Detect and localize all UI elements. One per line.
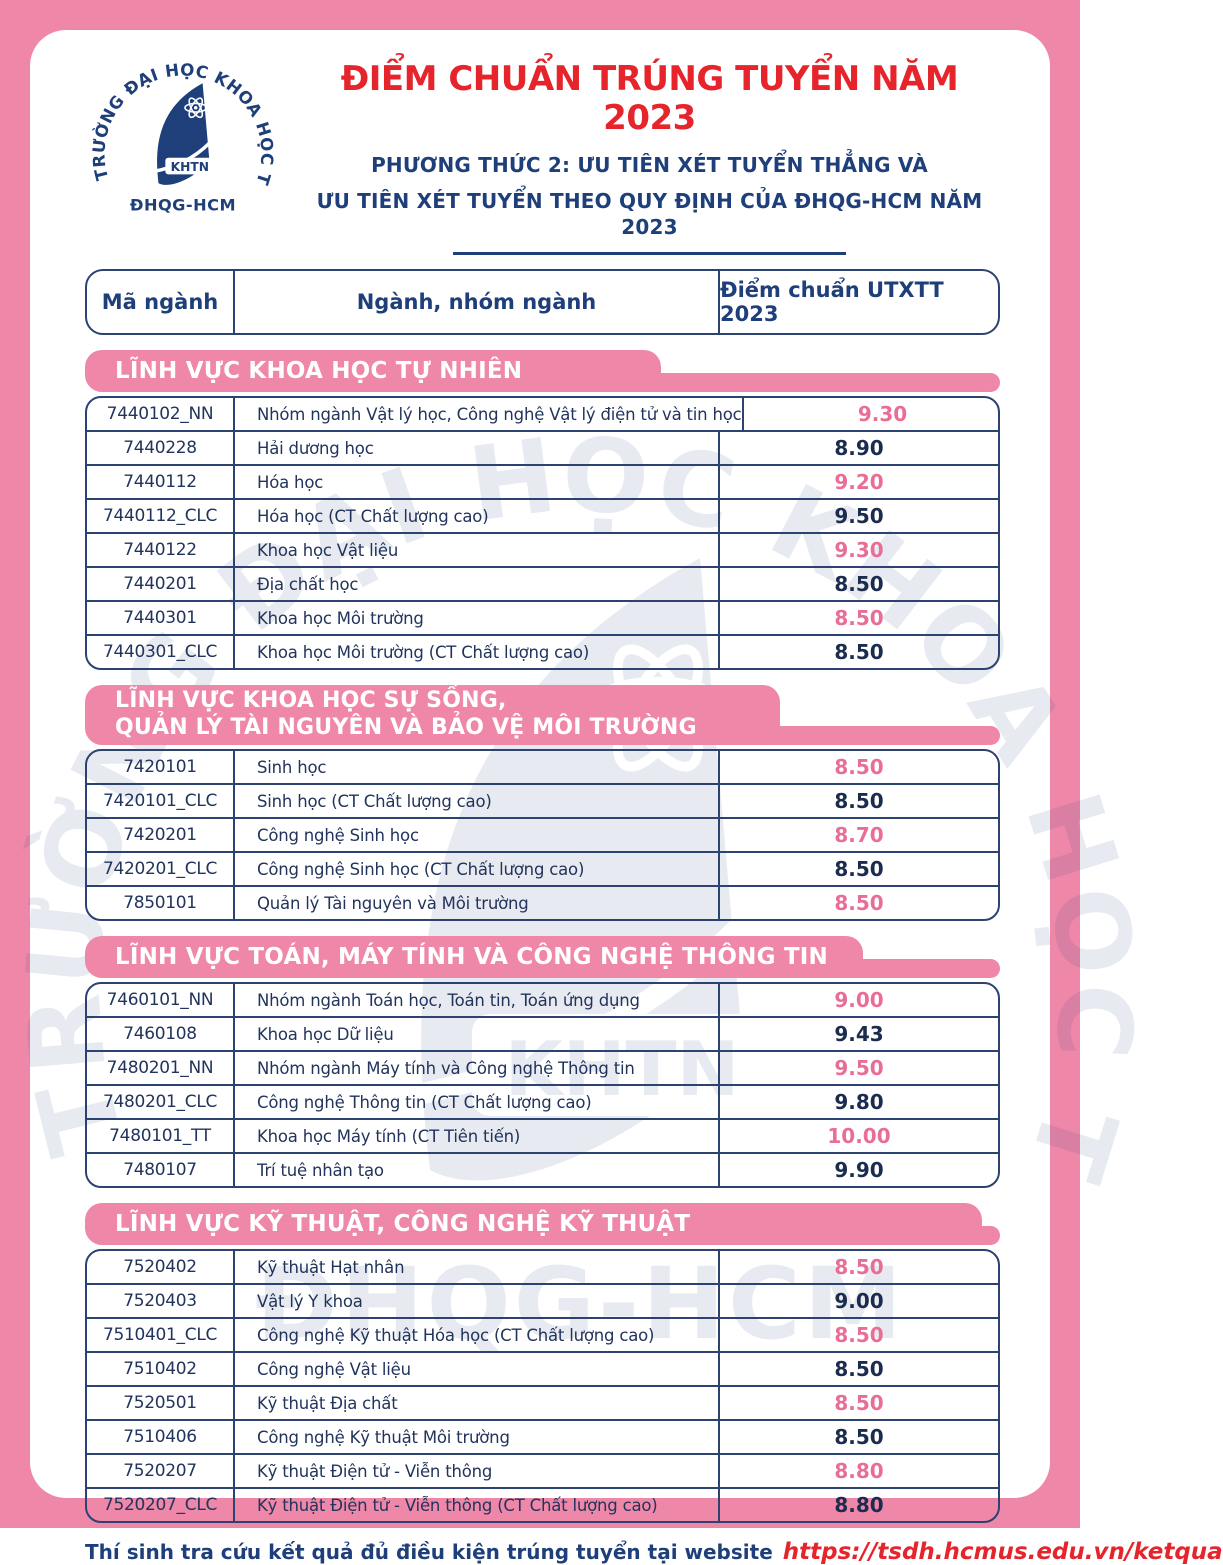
table-row <box>87 817 998 851</box>
major-name: Khoa học Dữ liệu <box>233 1018 718 1050</box>
score-value: 9.50 <box>718 500 998 532</box>
major-name: Khoa học Máy tính (CT Tiên tiến) <box>233 1120 718 1152</box>
section-banner-title <box>85 685 780 745</box>
major-code: 7520207 <box>123 1461 197 1482</box>
major-code: 7420201_CLC <box>102 859 218 880</box>
footer <box>85 1539 1223 1565</box>
major-code: 7440112 <box>123 472 197 493</box>
major-name: Sinh học (CT Chất lượng cao) <box>233 785 718 817</box>
table-row <box>87 885 998 919</box>
major-name: Kỹ thuật Điện tử - Viễn thông (CT Chất lượng cao) <box>233 1489 718 1521</box>
major-code: 7480107 <box>123 1160 197 1181</box>
table-row <box>87 398 998 430</box>
score-value: 9.30 <box>718 534 998 566</box>
university-logo <box>85 46 281 246</box>
score-value: 8.50 <box>718 1421 998 1453</box>
table-row <box>87 783 998 817</box>
major-code: 7850101 <box>123 893 197 914</box>
major-code: 7440112_CLC <box>102 506 218 527</box>
score-value: 8.50 <box>718 853 998 885</box>
section-banner-title <box>85 936 863 978</box>
section-title-line: LĨNH VỰC KỸ THUẬT, CÔNG NGHỆ KỸ THUẬT <box>115 1211 691 1238</box>
column-header-code: Mã ngành <box>101 290 219 315</box>
section-title-line: LĨNH VỰC KHOA HỌC TỰ NHIÊN <box>115 358 523 385</box>
table-row <box>87 600 998 634</box>
section-table <box>85 749 1000 921</box>
score-value: 8.80 <box>718 1455 998 1487</box>
major-name: Nhóm ngành Vật lý học, Công nghệ Vật lý điện tử và tin học <box>233 398 742 430</box>
table-row <box>87 1251 998 1283</box>
major-name: Quản lý Tài nguyên và Môi trường <box>233 887 718 919</box>
major-name: Kỹ thuật Hạt nhân <box>233 1251 718 1283</box>
score-value: 9.43 <box>718 1018 998 1050</box>
major-code: 7420101_CLC <box>102 791 218 812</box>
major-name: Hóa học <box>233 466 718 498</box>
section-banner <box>85 1203 1000 1245</box>
poster-sheet <box>30 30 1223 1565</box>
major-code: 7510401_CLC <box>102 1325 218 1346</box>
section-banner-title <box>85 350 661 392</box>
section-table <box>85 982 1000 1188</box>
score-value: 8.90 <box>718 432 998 464</box>
major-name: Công nghệ Vật liệu <box>233 1353 718 1385</box>
major-name: Nhóm ngành Toán học, Toán tin, Toán ứng dụng <box>233 984 718 1016</box>
score-value: 8.50 <box>718 602 998 634</box>
table-row <box>87 1050 998 1084</box>
table-row <box>87 1152 998 1186</box>
major-code: 7460101_NN <box>106 990 214 1011</box>
section-banner-title <box>85 1203 982 1245</box>
score-value: 8.50 <box>718 568 998 600</box>
table-row <box>87 984 998 1016</box>
table-row <box>87 1351 998 1385</box>
footer-url-link[interactable]: https://tsdh.hcmus.edu.vn/ketqua <box>782 1539 1223 1565</box>
major-code: 7520207_CLC <box>102 1495 218 1516</box>
major-code: 7440122 <box>123 540 197 561</box>
score-value: 10.00 <box>718 1120 998 1152</box>
score-value: 8.50 <box>718 1387 998 1419</box>
major-name: Kỹ thuật Điện tử - Viễn thông <box>233 1455 718 1487</box>
score-value: 9.00 <box>718 1285 998 1317</box>
major-name: Hóa học (CT Chất lượng cao) <box>233 500 718 532</box>
table-row <box>87 751 998 783</box>
score-value: 8.80 <box>718 1489 998 1521</box>
score-value: 8.50 <box>718 1353 998 1385</box>
table-row <box>87 1385 998 1419</box>
major-name: Nhóm ngành Máy tính và Công nghệ Thông tin <box>233 1052 718 1084</box>
major-name: Địa chất học <box>233 568 718 600</box>
major-code: 7520403 <box>123 1291 197 1312</box>
major-code: 7420201 <box>123 825 197 846</box>
poster-header <box>85 46 1000 255</box>
subtitle-underline <box>453 252 846 255</box>
section-banner <box>85 685 1000 745</box>
score-section <box>85 1203 1000 1523</box>
score-value: 9.20 <box>718 466 998 498</box>
score-section <box>85 350 1000 670</box>
major-code: 7440301_CLC <box>102 642 218 663</box>
score-value: 9.50 <box>718 1052 998 1084</box>
major-code: 7520501 <box>123 1393 197 1414</box>
major-name: Công nghệ Sinh học <box>233 819 718 851</box>
score-section <box>85 685 1000 921</box>
major-name: Kỹ thuật Địa chất <box>233 1387 718 1419</box>
major-name: Công nghệ Kỹ thuật Môi trường <box>233 1421 718 1453</box>
table-row <box>87 498 998 532</box>
table-header <box>85 269 1000 335</box>
subtitle-line-1: PHƯƠNG THỨC 2: ƯU TIÊN XÉT TUYỂN THẲNG VÀ <box>371 153 928 178</box>
major-code: 7510402 <box>123 1359 197 1380</box>
subtitle-line-2: ƯU TIÊN XÉT TUYỂN THEO QUY ĐỊNH CỦA ĐHQG-HCM NĂM 2023 <box>316 189 983 240</box>
score-value: 9.80 <box>718 1086 998 1118</box>
table-row <box>87 1084 998 1118</box>
table-row <box>87 1118 998 1152</box>
score-value: 8.50 <box>718 1251 998 1283</box>
table-row <box>87 1419 998 1453</box>
table-row <box>87 634 998 668</box>
major-code: 7510406 <box>123 1427 197 1448</box>
major-name: Công nghệ Kỹ thuật Hóa học (CT Chất lượng cao) <box>233 1319 718 1351</box>
major-name: Sinh học <box>233 751 718 783</box>
major-code: 7460108 <box>123 1024 197 1045</box>
major-name: Vật lý Y khoa <box>233 1285 718 1317</box>
score-value: 8.50 <box>718 887 998 919</box>
table-row <box>87 1016 998 1050</box>
table-row <box>87 430 998 464</box>
major-code: 7440228 <box>123 438 197 459</box>
major-code: 7440102_NN <box>106 404 214 425</box>
footer-text: Thí sinh tra cứu kết quả đủ điều kiện trúng tuyển tại website <box>85 1540 773 1565</box>
sections-container <box>85 350 1000 1523</box>
section-title-line: LĨNH VỰC KHOA HỌC SỰ SỐNG, <box>115 688 507 714</box>
table-row <box>87 566 998 600</box>
table-row <box>87 532 998 566</box>
major-name: Công nghệ Thông tin (CT Chất lượng cao) <box>233 1086 718 1118</box>
major-name: Hải dương học <box>233 432 718 464</box>
major-code: 7420101 <box>123 757 197 778</box>
table-row <box>87 1283 998 1317</box>
section-banner <box>85 936 1000 978</box>
score-value: 8.70 <box>718 819 998 851</box>
score-value: 9.30 <box>742 398 1022 430</box>
score-section <box>85 936 1000 1188</box>
major-name: Khoa học Môi trường (CT Chất lượng cao) <box>233 636 718 668</box>
score-value: 9.00 <box>718 984 998 1016</box>
column-header-major: Ngành, nhóm ngành <box>233 271 718 333</box>
section-title-line: LĨNH VỰC TOÁN, MÁY TÍNH VÀ CÔNG NGHỆ THÔNG TIN <box>115 944 828 971</box>
major-code: 7440301 <box>123 608 197 629</box>
table-row <box>87 851 998 885</box>
table-row <box>87 464 998 498</box>
section-title-line: QUẢN LÝ TÀI NGUYÊN VÀ BẢO VỆ MÔI TRƯỜNG <box>115 715 697 741</box>
table-row <box>87 1453 998 1487</box>
major-code: 7440201 <box>123 574 197 595</box>
section-table <box>85 396 1000 670</box>
major-name: Trí tuệ nhân tạo <box>233 1154 718 1186</box>
major-code: 7480201_CLC <box>102 1092 218 1113</box>
section-table <box>85 1249 1000 1523</box>
score-value: 8.50 <box>718 751 998 783</box>
section-banner <box>85 350 1000 392</box>
score-value: 9.90 <box>718 1154 998 1186</box>
major-code: 7520402 <box>123 1257 197 1278</box>
table-row <box>87 1317 998 1351</box>
table-row <box>87 1487 998 1521</box>
major-name: Khoa học Vật liệu <box>233 534 718 566</box>
major-name: Công nghệ Sinh học (CT Chất lượng cao) <box>233 853 718 885</box>
column-header-score: Điểm chuẩn UTXTT 2023 <box>718 271 998 333</box>
score-value: 8.50 <box>718 1319 998 1351</box>
major-name: Khoa học Môi trường <box>233 602 718 634</box>
score-value: 8.50 <box>718 785 998 817</box>
major-code: 7480201_NN <box>106 1058 214 1079</box>
major-code: 7480101_TT <box>109 1126 211 1147</box>
page-title: ĐIỂM CHUẨN TRÚNG TUYỂN NĂM 2023 <box>340 59 959 139</box>
score-value: 8.50 <box>718 636 998 668</box>
